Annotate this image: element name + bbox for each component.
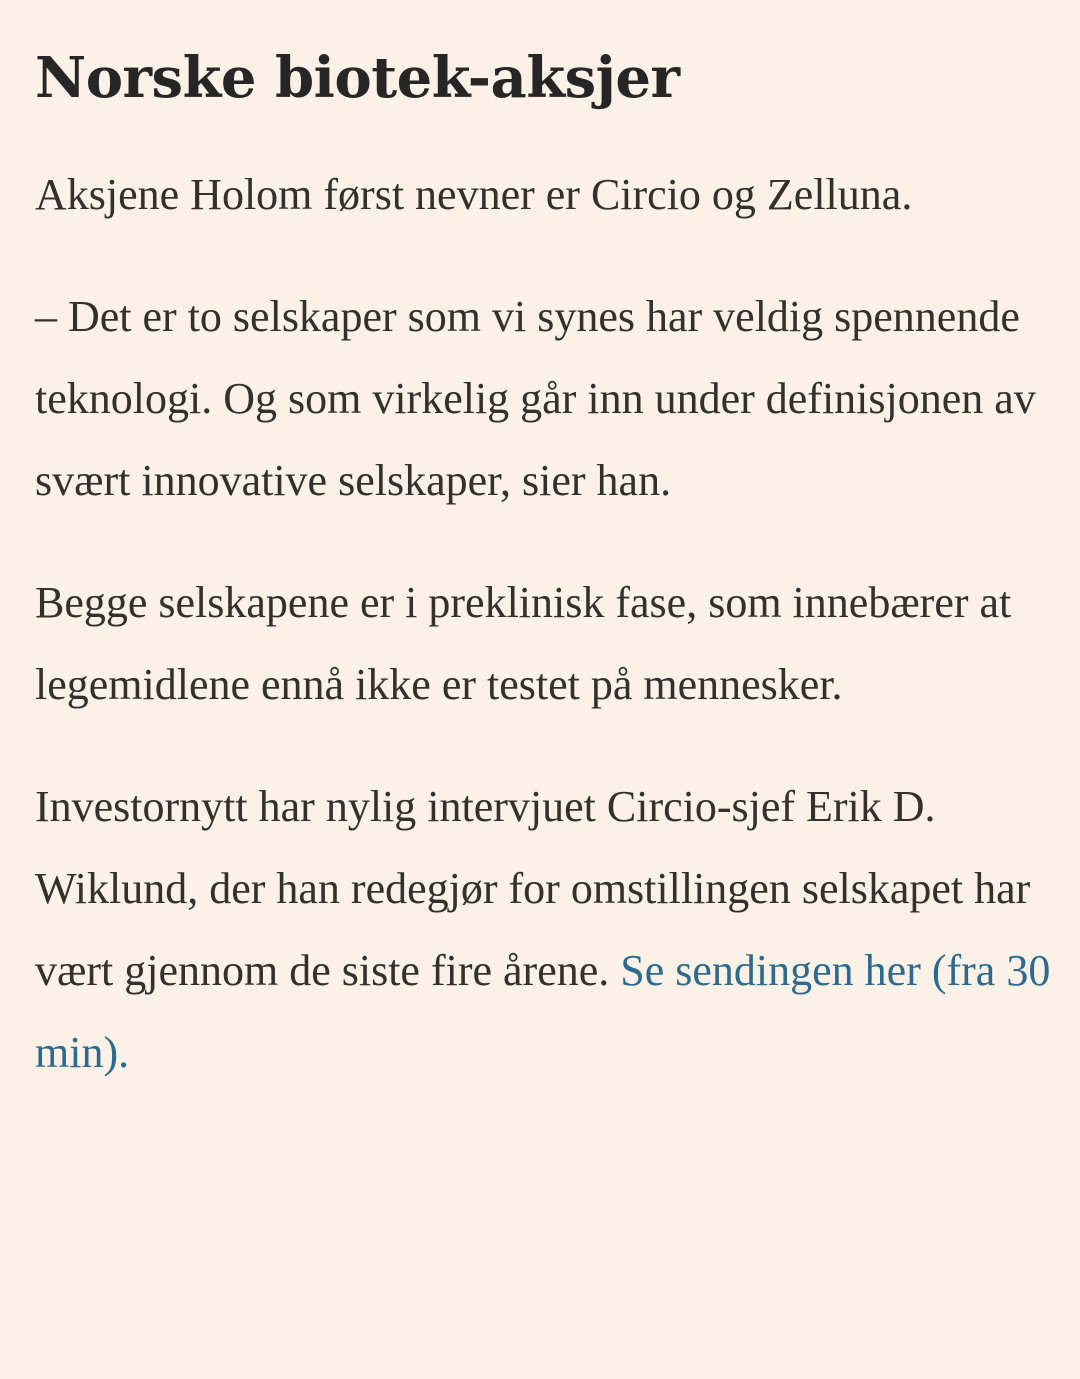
paragraph-4 [35,766,1055,1094]
watch-broadcast-link[interactable]: Se sendingen her (fra 30 min). [35,946,1051,1077]
section-heading: Norske biotek-aksjer [35,45,680,111]
paragraph-1: Aksjene Holom først nevner er Circio og Zelluna. [35,170,913,219]
paragraph-3: Begge selskapene er i preklinisk fase, som innebærer at legemidlene ennå ikke er testet på mennesker. [35,578,1012,709]
article-body [35,38,1055,1094]
paragraph-2: – Det er to selskaper som vi synes har veldig spennende teknologi. Og som virkelig går inn under definisjonen av svært innovative selskaper, sier han. [35,292,1036,505]
paragraph-4-text: Investornytt har nylig intervjuet Circio-sjef Erik D. Wiklund, der han redegjør for omstillingen selskapet har vært gjennom de siste fire årene. [35,782,1031,995]
